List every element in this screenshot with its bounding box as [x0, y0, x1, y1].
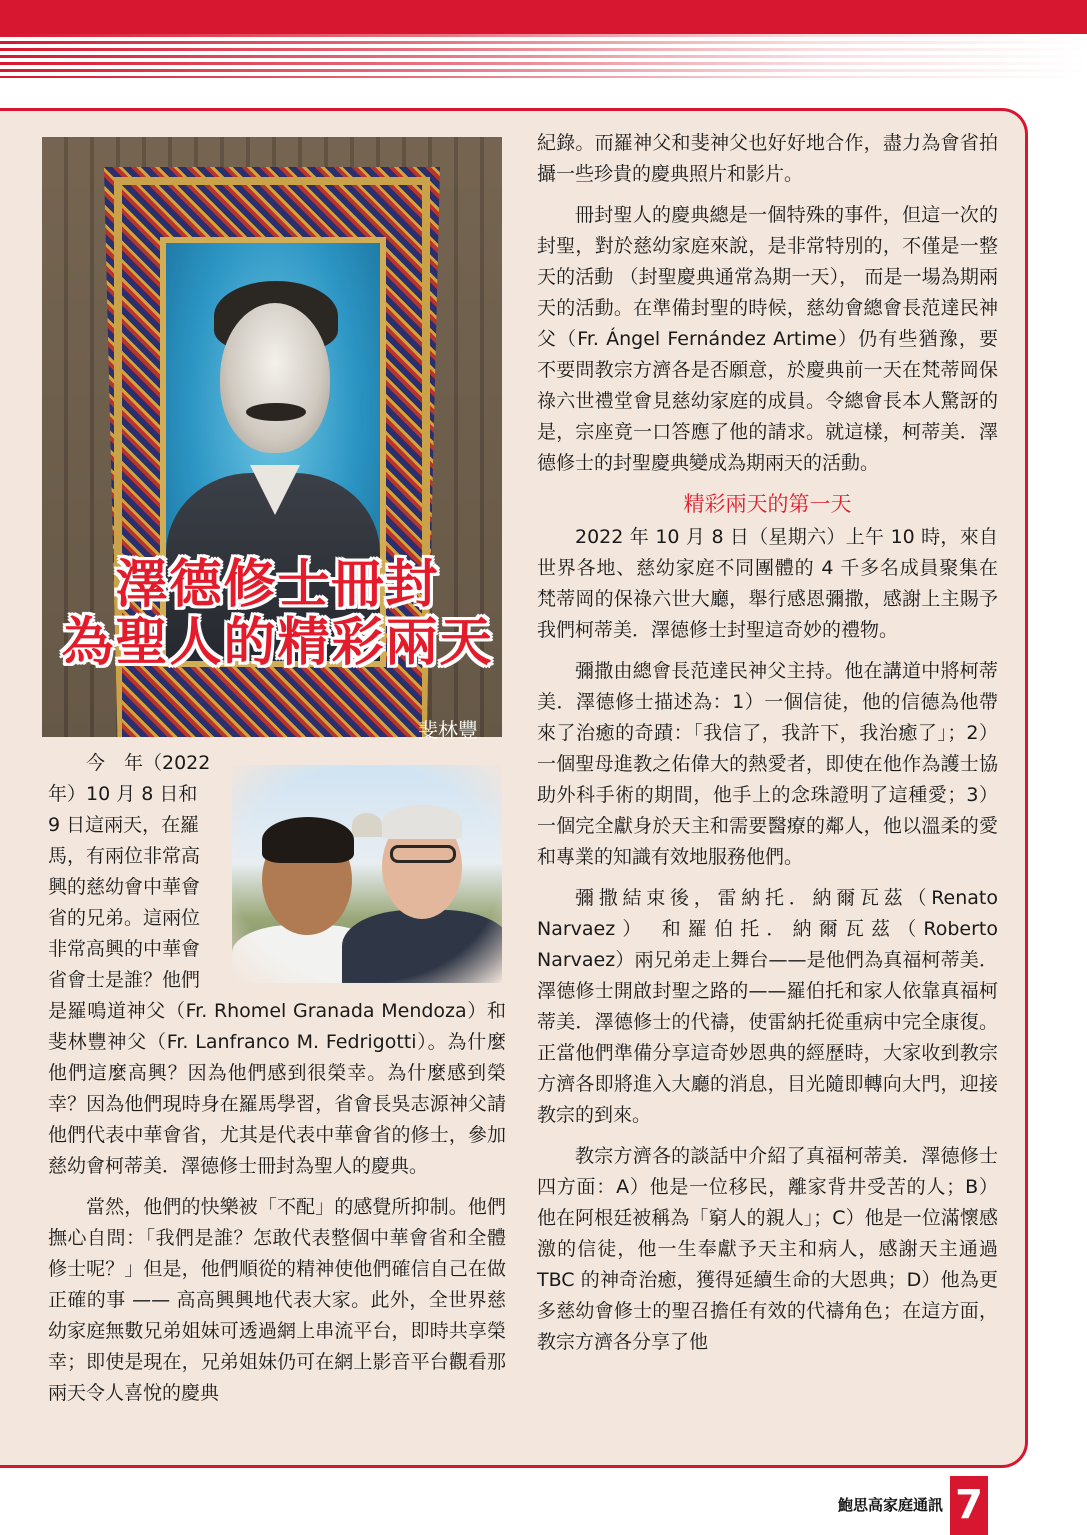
author-byline: 斐林豐 [418, 718, 478, 742]
paragraph: 彌撒由總會長范達民神父主持。他在講道中將柯蒂美．澤德修士描述為：1）一個信徒，他的信德為他帶來了治癒的奇蹟：「我信了，我許下，我治癒了」；2）一個聖母進教之佑偉大的熱愛者，即使在他作為護士協助外科手術的期間，他手上的念珠證明了這種愛；3）一個完全獻身於天主和需要醫療的鄰人，他以溫柔的愛和專業的知識有效地服務他們。 [537, 660, 998, 868]
header-stripes [0, 34, 1087, 78]
left-column-body [48, 996, 506, 1409]
intro-line: 9 日這兩天，在羅 [48, 814, 200, 836]
photo-person2-hair [382, 805, 462, 839]
intro-line: 興的慈幼會中華會 [48, 876, 201, 898]
publication-name: 鮑思高家庭通訊 [838, 1496, 944, 1514]
intro-line: 省會士是誰？他們 [48, 969, 201, 991]
paragraph: 教宗方濟各的談話中介紹了真福柯蒂美．澤德修士四方面：A）他是一位移民，離家背井受苦的人；B）他在阿根廷被稱為「窮人的親人」；C）他是一位滿懷感激的信徒，他一生奉獻予天主和病人，感謝天主通過 TBC 的神奇治癒，獲得延續生命的大恩典；D）他為更多慈幼會修士的聖召擔任有效的代禱角色；在這方面，教宗方濟各分享了他 [537, 1145, 998, 1353]
portrait-mustache [246, 403, 306, 421]
photo-person1-hair [262, 817, 354, 863]
dome-icon [352, 813, 382, 837]
glasses-icon [390, 845, 456, 863]
title-line-1: 澤德修士冊封 [115, 555, 440, 615]
two-brothers-photo [232, 765, 502, 983]
paragraph: 是羅鳴道神父（Fr. Rhomel Granada Mendoza）和斐林豐神父（Fr. Lanfranco M. Fedrigotti）。為什麼他們這麼高興？因為他們感到很榮幸。為什麼感到榮幸？因為他們現時身在羅馬學習，省會長吳志源神父請他們代表中華會省，尤其是代表中華會省的修士，參加慈幼會柯蒂美．澤德修士冊封為聖人的慶典。 [48, 1000, 506, 1177]
paragraph: 紀錄。而羅神父和斐神父也好好地合作，盡力為會省拍攝一些珍貴的慶典照片和影片。 [537, 132, 998, 185]
paragraph: 彌撒結束後，雷納托．納爾瓦茲（Renato Narvaez） 和羅伯托．納爾瓦茲（Roberto Narvaez）兩兄弟走上舞台——是他們為真福柯蒂美．澤德修士開啟封聖之路的——羅伯托和家人依靠真福柯蒂美．澤德修士的代禱，使雷納托從重病中完全康復。正當他們準備分享這奇妙恩典的經歷時，大家收到教宗方濟各即將進入大廳的消息，目光隨即轉向大門，迎接教宗的到來。 [537, 887, 998, 1126]
paragraph: 當然，他們的快樂被「不配」的感覺所抑制。他們撫心自問：「我們是誰？怎敢代表整個中華會省和全體修士呢？」但是，他們順從的精神使他們確信自己在做正確的事 —— 高高興興地代表大家。此外，全世界慈幼家庭無數兄弟姐妹可透過網上串流平台，即時共享榮幸；即使是現在，兄弟姐妹仍可在網上影音平台觀看那兩天令人喜悅的慶典 [48, 1196, 506, 1404]
article-title [50, 556, 505, 672]
intro-line: 馬，有兩位非常高 [48, 845, 201, 867]
section-heading: 精彩兩天的第一天 [683, 492, 852, 516]
right-column [537, 128, 998, 1358]
portrait-face [220, 303, 330, 453]
page-number: 7 [950, 1476, 988, 1535]
intro-line: 省的兄弟。這兩位 [48, 907, 201, 929]
photo-person2-coat [342, 910, 502, 983]
paragraph: 冊封聖人的慶典總是一個特殊的事件，但這一次的封聖，對於慈幼家庭來說，是非常特別的，不僅是一整天的活動 （封聖慶典通常為期一天）， 而是一場為期兩天的活動。在準備封聖的時候，慈幼會總會長范達民神父（Fr. Ángel Fernández Artime）仍有些猶豫，要不要問教宗方濟各是否願意，於慶典前一天在梵蒂岡保祿六世禮堂會見慈幼家庭的成員。令總會長本人驚訝的是，宗座竟一口答應了他的請求。就這樣，柯蒂美．澤德修士的封聖慶典變成為期兩天的活動。 [537, 204, 998, 474]
left-intro-column [48, 748, 220, 996]
header-band [0, 0, 1087, 78]
paragraph: 2022 年 10 月 8 日（星期六）上午 10 時，來自世界各地、慈幼家庭不同團體的 4 千多名成員聚集在梵蒂岡的保祿六世大廳，舉行感恩彌撒，感謝上主賜予我們柯蒂美．澤德修士封聖這奇妙的禮物。 [537, 526, 998, 641]
intro-line: 今 年（2022 [86, 752, 211, 774]
intro-line: 非常高興的中華會 [48, 938, 201, 960]
title-line-2: 為聖人的精彩兩天 [61, 613, 494, 673]
intro-line: 年）10 月 8 日和 [48, 783, 198, 805]
header-red-bar [0, 0, 1087, 34]
